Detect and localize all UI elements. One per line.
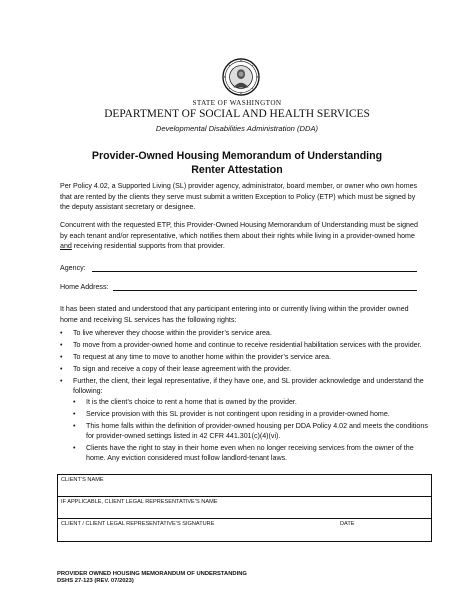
client-name-field[interactable] bbox=[58, 475, 431, 497]
bullet-icon: • bbox=[60, 364, 63, 373]
agency-label: Agency: bbox=[60, 264, 86, 272]
list-item bbox=[73, 421, 430, 442]
client-name-label: CLIENT’S NAME bbox=[61, 477, 104, 483]
bullet-icon: • bbox=[73, 398, 76, 407]
bullet-icon: • bbox=[73, 443, 76, 452]
home-address-field[interactable] bbox=[113, 290, 417, 291]
footer-form-number: DSHS 27-123 (REV. 07/2023) bbox=[57, 578, 134, 584]
bullet-icon: • bbox=[60, 329, 63, 337]
right-text: To live wherever they choose within the provider’s service area. bbox=[73, 329, 272, 337]
acknowledgement-text: Service provision with this SL provider is not contingent upon residing in a provider-owned home. bbox=[86, 409, 390, 418]
representative-name-label: IF APPLICABLE, CLIENT LEGAL REPRESENTATIVE’S NAME bbox=[61, 499, 218, 505]
department-name: DEPARTMENT OF SOCIAL AND HEALTH SERVICES bbox=[104, 108, 370, 120]
bullet-icon: • bbox=[73, 409, 76, 418]
intro-paragraph: Per Policy 4.02, a Supported Living (SL) provider agency, administrator, board member, or owner who own homes that are rented by the clients they serve must submit a written Exception to Policy (ETP) which must be signed by the deputy assistant secretary or designee. bbox=[60, 182, 418, 212]
acknowledgement-text: It is the client’s choice to rent a home that is owned by the provider. bbox=[86, 398, 297, 407]
title-line-2: Renter Attestation bbox=[191, 163, 283, 176]
signature-table bbox=[57, 474, 432, 542]
bullet-icon: • bbox=[73, 421, 76, 430]
page-title bbox=[0, 150, 474, 177]
concurrent-text-end: receiving residential supports from that provider. bbox=[71, 242, 225, 251]
right-text: To move from a provider-owned home and continue to receive residential habilitation services with the provider. bbox=[73, 340, 422, 349]
bullet-icon: • bbox=[60, 352, 63, 361]
home-address-label: Home Address: bbox=[60, 283, 109, 291]
date-label: DATE bbox=[340, 521, 355, 527]
acknowledgement-list bbox=[73, 397, 430, 463]
division-name: Developmental Disabilities Administration (DDA) bbox=[155, 124, 319, 133]
bullet-icon: • bbox=[60, 340, 63, 349]
list-item bbox=[73, 409, 430, 419]
bullet-icon: • bbox=[60, 376, 63, 385]
right-text: Further, the client, their legal representative, if they have one, and SL provider acknowledge and understand the following: bbox=[73, 376, 424, 395]
signature-field[interactable] bbox=[58, 519, 431, 541]
list-item bbox=[73, 397, 430, 407]
right-text: To sign and receive a copy of their lease agreement with the provider. bbox=[73, 364, 292, 373]
list-item bbox=[60, 364, 430, 374]
acknowledgement-text: This home falls within the definition of provider-owned housing per DDA Policy 4.02 and meets the conditions for provider-owned settings listed in 42 CFR 441.301(c)(4)(vi). bbox=[86, 421, 428, 440]
title-line-1: Provider-Owned Housing Memorandum of Understanding bbox=[91, 150, 383, 162]
rights-intro-paragraph: It has been stated and understood that any participant entering into or currently living within the provider owned home and receiving SL services has the following rights: bbox=[60, 305, 409, 324]
list-item bbox=[60, 352, 430, 362]
concurrent-and-underlined: and bbox=[60, 242, 72, 251]
footer-form-title: PROVIDER OWNED HOUSING MEMORANDUM OF UNDERSTANDING bbox=[57, 571, 247, 577]
state-name: STATE OF WASHINGTON bbox=[192, 99, 282, 107]
representative-name-field[interactable] bbox=[58, 497, 431, 519]
list-item bbox=[60, 376, 430, 464]
agency-field[interactable] bbox=[92, 271, 417, 272]
washington-state-seal-icon bbox=[222, 58, 260, 96]
right-text: To request at any time to move to another home within the provider’s service area. bbox=[73, 352, 332, 361]
concurrent-paragraph bbox=[60, 220, 424, 252]
list-item bbox=[60, 328, 430, 338]
rights-list bbox=[60, 328, 430, 465]
acknowledgement-text: Clients have the right to stay in their home even when no longer receiving services from the owner of the home. Any eviction considered must follow landlord-tenant laws. bbox=[86, 443, 414, 462]
list-item bbox=[73, 443, 430, 464]
form-footer bbox=[57, 571, 247, 585]
list-item bbox=[60, 340, 430, 350]
concurrent-text-start: Concurrent with the requested ETP, this Provider-Owned Housing Memorandum of Understanding must be signed by each tenant and/or representative, which notifies them about their rights while living in a provider-owned home bbox=[60, 221, 418, 240]
signature-label: CLIENT / CLIENT LEGAL REPRESENTATIVE’S SIGNATURE bbox=[61, 521, 215, 527]
